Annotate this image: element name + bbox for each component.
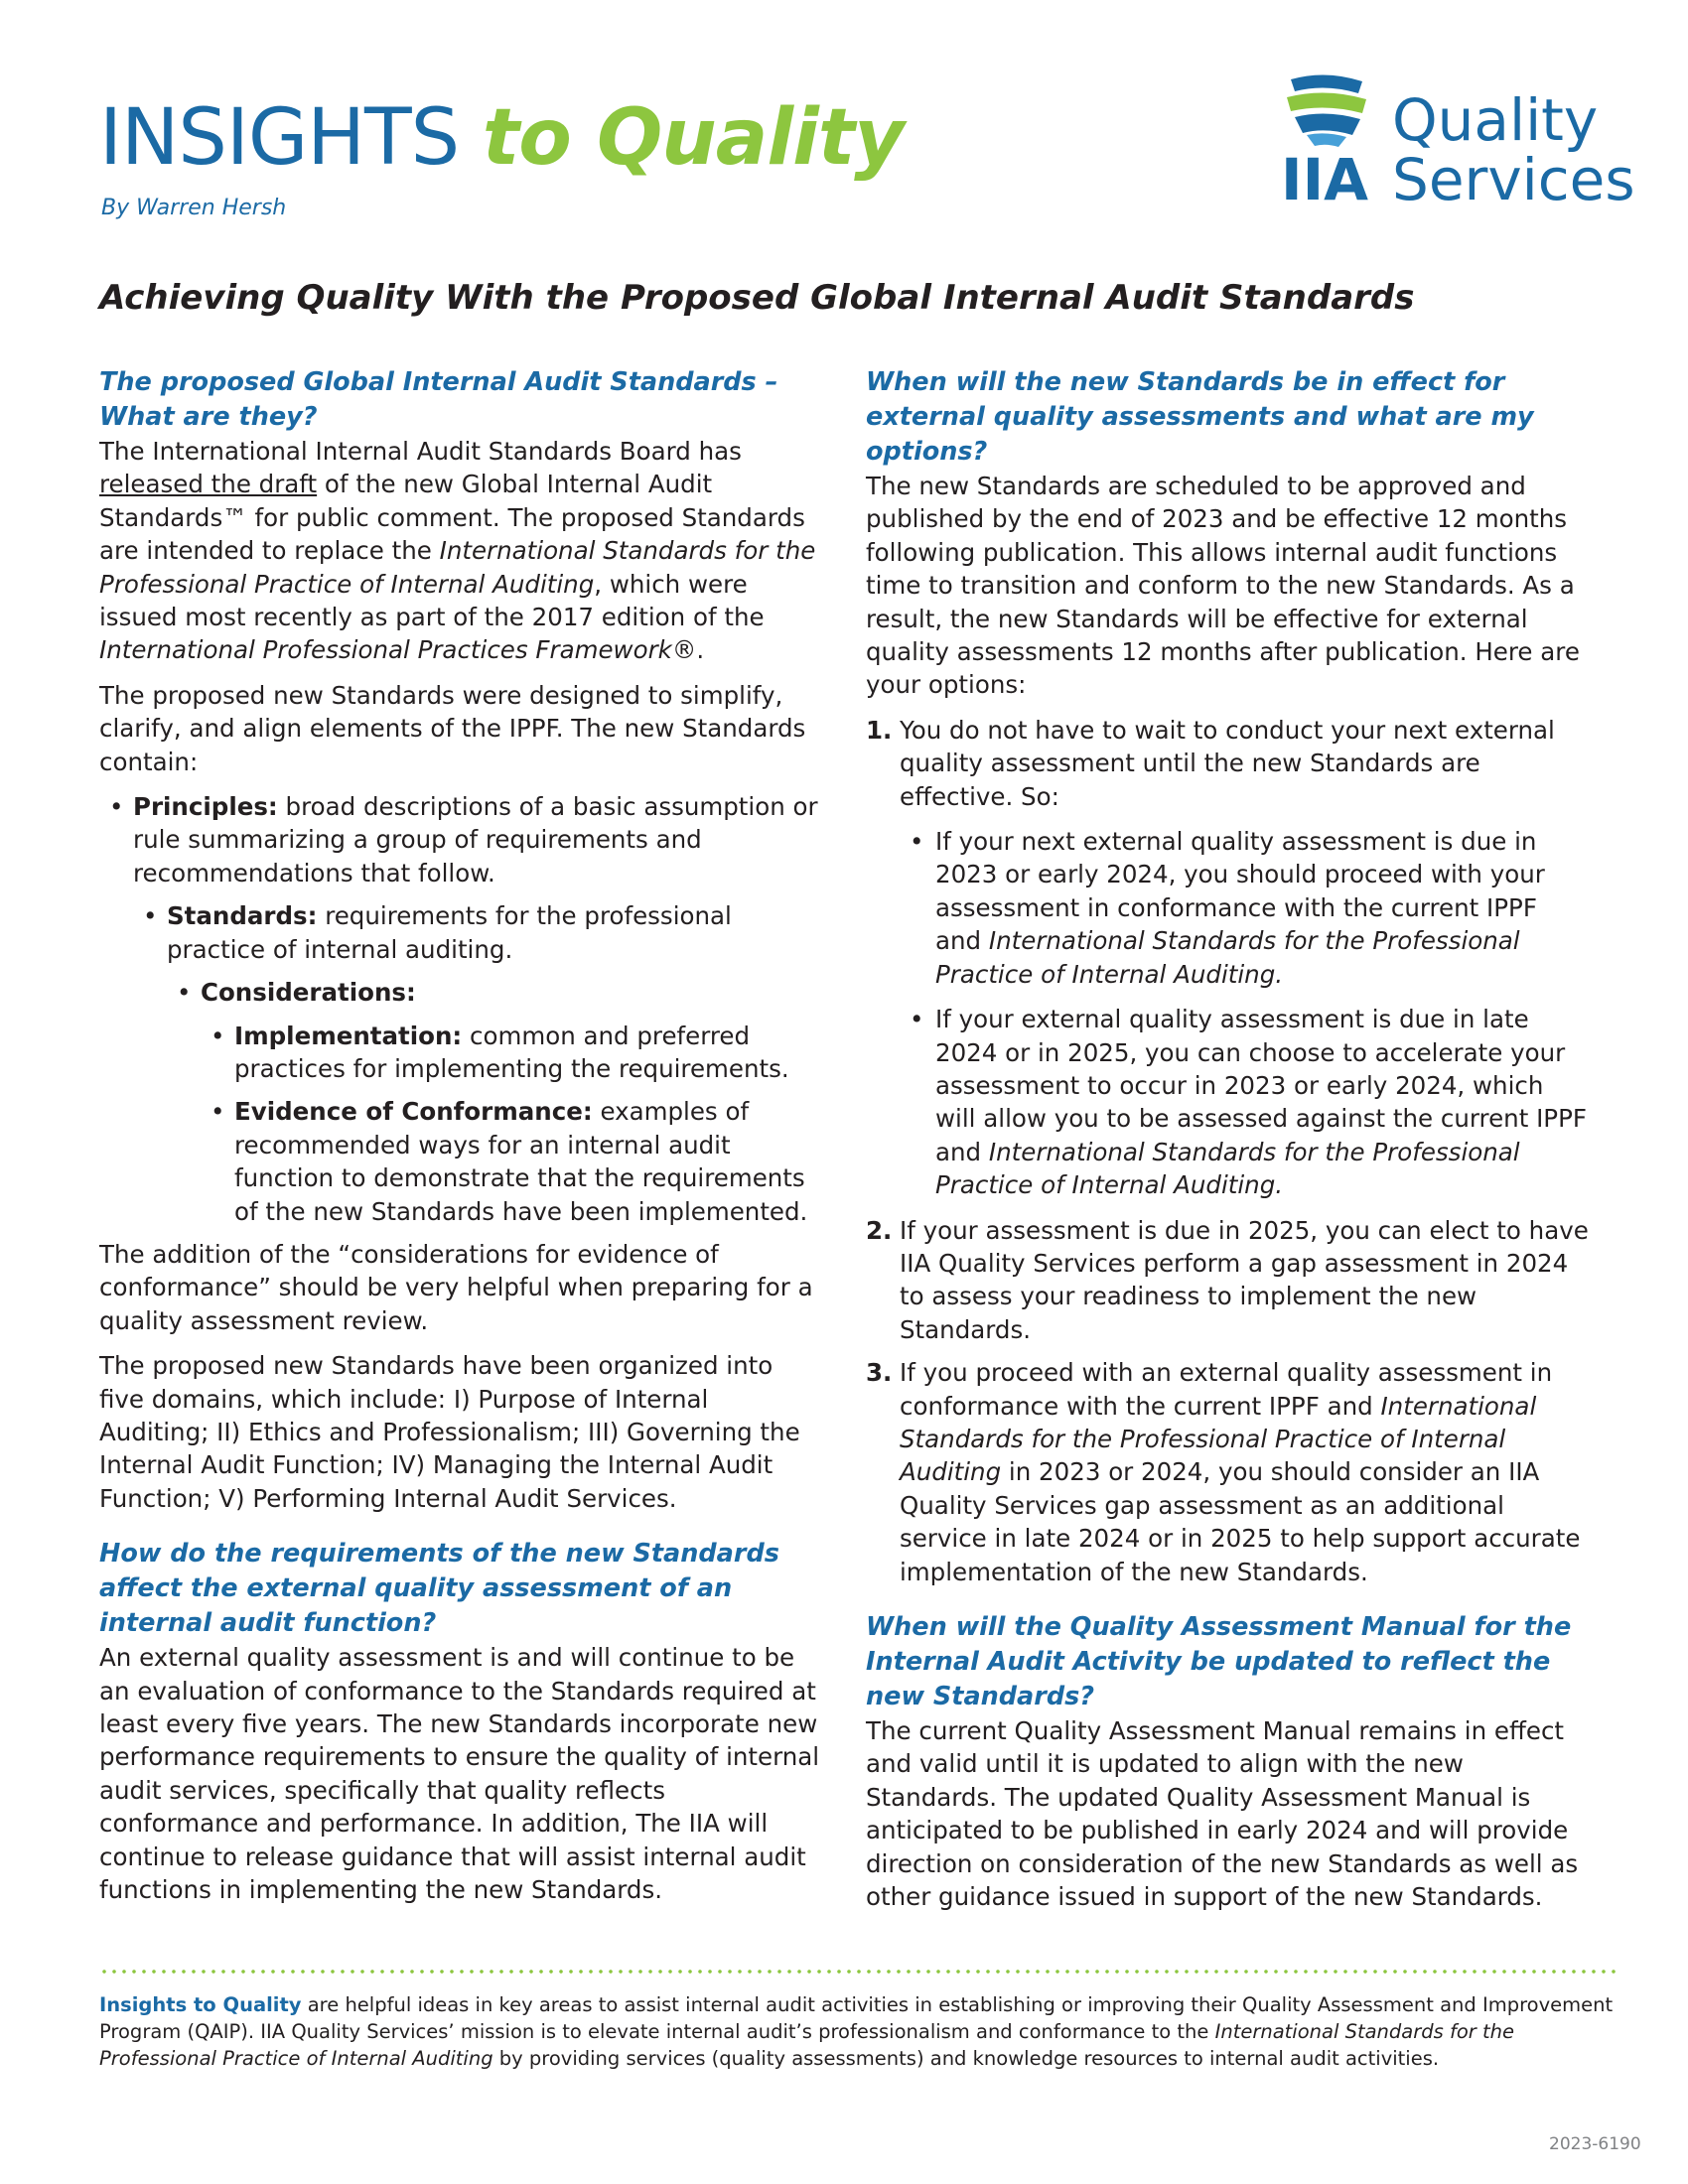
logo-quality-text: Quality <box>1392 86 1599 154</box>
option-item-2: 2. If your assessment is due in 2025, you can elect to have IIA Quality Services perform a gap assessment in 2024 to assess your readiness to implement the new Standards. <box>866 1215 1589 1344</box>
list-item-considerations: • Considerations: • Implementation: common and preferred practices for implementing the requirements. • Evidence of Conformance: examples of recommended ways for an internal audit function to demonstrate that the requirements of the new Standards have been implemented. <box>201 976 822 1228</box>
iia-logo-mark-icon <box>1281 69 1370 149</box>
list-item-implementation: • Implementation: common and preferred practices for implementing the requirements. <box>234 1020 822 1086</box>
section-heading-manual-updated: When will the Quality Assessment Manual for the Internal Audit Activity be updated to reflect the new Standards? <box>866 1612 1572 1711</box>
footer-description: Insights to Quality are helpful ideas in key areas to assist internal audit activities in establishing or improving their Quality Assessment and Improvement Program (QAIP). IIA Quality Services’ mission is to elevate internal audit’s professionalism and conformance to the International Standards for the Professional Practice of Internal Auditing by providing services (quality assessments) and knowledge resources to internal audit activities. <box>99 1993 1614 2070</box>
right-column <box>866 365 1589 1925</box>
considerations-paragraph: The addition of the “considerations for evidence of conformance” should be very helpful when preparing for a quality assessment review. <box>99 1239 813 1335</box>
option-1-bullet-1: • If your next external quality assessment is due in 2023 or early 2024, you should proceed with your assessment in conformance with the current IPPF and International Standards for the Professional Practice of Internal Auditing. <box>935 825 1589 991</box>
list-item-principles: • Principles: broad descriptions of a basic assumption or rule summarizing a group of requirements and recommendations that follow. • Standards: requirements for the professional practice of internal auditing. • Considerations: • Implementation: common and preferred practices for implementing the requirements. • Evidence of Conformance: examples of recommended ways for an internal audit function to demonstrate that the requirements of the new Standards have been implemented. <box>133 790 822 1228</box>
options-list <box>866 714 1589 1588</box>
logo-services-text: Services <box>1392 146 1635 213</box>
schedule-paragraph: The new Standards are scheduled to be approved and published by the end of 2023 and be effective 12 months following publication. This allows internal audit functions time to transition and conform to the new Standards. As a result, the new Standards will be effective for external quality assessments 12 months after publication. Here are your options: <box>866 472 1580 700</box>
iia-quality-services-logo <box>1281 69 1635 213</box>
manual-paragraph: The current Quality Assessment Manual remains in effect and valid until it is updated to align with the new Standards. The updated Quality Assessment Manual is anticipated to be published in early 2024 and will provide direction on consideration of the new Standards as well as other guidance issued in support of the new Standards. <box>866 1716 1579 1912</box>
option-1-bullet-2: • If your external quality assessment is due in late 2024 or in 2025, you can choose to accelerate your assessment to occur in 2023 or early 2024, which will allow you to be assessed against the current IPPF and International Standards for the Professional Practice of Internal Auditing. <box>935 1003 1589 1201</box>
option-item-1: 1. You do not have to wait to conduct your next external quality assessment until the new Standards are effective. So: • If your next external quality assessment is due in 2023 or early 2024, you should proceed with your assessment in conformance with the current IPPF and International Standards for the Professional Practice of Internal Auditing. • If your external quality assessment is due in late 2024 or in 2025, you can choose to accelerate your assessment to occur in 2023 or early 2024, which will allow you to be assessed against the current IPPF and International Standards for the Professional Practice of Internal Auditing. <box>900 714 1589 1202</box>
released-draft-link[interactable]: released the draft <box>99 470 318 499</box>
external-assessment-paragraph: An external quality assessment is and will continue to be an evaluation of conformance to the Standards required at least every five years. The new Standards incorporate new performance requirements to ensure the quality of internal audit services, specifically that quality reflects conformance and performance. In addition, The IIA will continue to release guidance that will assist internal audit functions in implementing the new Standards. <box>99 1643 820 1905</box>
masthead-to-quality: to Quality <box>482 93 905 183</box>
masthead <box>99 93 905 183</box>
standards-contain-paragraph: The proposed new Standards were designed to simplify, clarify, and align elements of the IPPF. The new Standards contain: <box>99 680 806 776</box>
section-heading-requirements-affect: How do the requirements of the new Standards affect the external quality assessment of an internal audit function? <box>99 1539 779 1639</box>
masthead-insights: INSIGHTS <box>99 93 460 183</box>
section-heading-what-are-they: The proposed Global Internal Audit Standards – What are they? <box>99 367 778 432</box>
intro-paragraph: The International Internal Audit Standards Board has released the draft of the new Global Internal Audit Standards™ for public comment. The proposed Standards are intended to replace the International Standards for the Professional Practice of Internal Auditing, which were issued most recently as part of the 2017 edition of the International Professional Practices Framework®. <box>99 437 816 665</box>
section-heading-when-in-effect: When will the new Standards be in effect for external quality assessments and what are my options? <box>866 367 1534 467</box>
list-item-standards: • Standards: requirements for the professional practice of internal auditing. • Considerations: • Implementation: common and preferred practices for implementing the requirements. • Evidence of Conformance: examples of recommended ways for an internal audit function to demonstrate that the requirements of the new Standards have been implemented. <box>167 899 822 1228</box>
list-item-evidence-of-conformance: • Evidence of Conformance: examples of recommended ways for an internal audit function to demonstrate that the requirements of the new Standards have been implemented. <box>234 1095 822 1228</box>
domains-paragraph: The proposed new Standards have been organized into five domains, which include: I) Purpose of Internal Auditing; II) Ethics and Professionalism; III) Governing the Internal Audit Function; IV) Managing the Internal Audit Function; V) Performing Internal Audit Services. <box>99 1351 800 1513</box>
byline: By Warren Hersh <box>101 196 287 220</box>
option-item-3: 3. If you proceed with an external quality assessment in conformance with the current IPPF and International Standards for the Professional Practice of Internal Auditing in 2023 or 2024, you should consider an IIA Quality Services gap assessment as an additional service in late 2024 or in 2025 to help support accurate implementation of the new Standards. <box>866 1358 1581 1586</box>
dotted-divider <box>99 1970 1620 1974</box>
page-title: Achieving Quality With the Proposed Global Internal Audit Standards <box>99 278 1415 318</box>
left-column <box>99 365 822 1918</box>
document-number: 2023-6190 <box>1549 2134 1641 2154</box>
standards-elements-list <box>99 790 822 1228</box>
logo-iia-text: IIA <box>1281 146 1369 213</box>
